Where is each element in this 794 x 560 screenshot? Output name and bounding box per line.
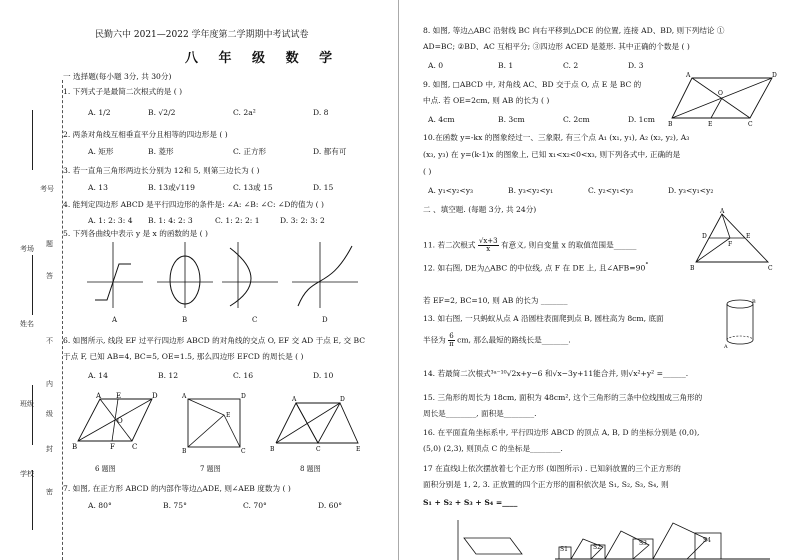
- question-2: 2. 两条对角线互相垂直平分且相等的四边形是 ( ): [63, 130, 228, 139]
- school-line: [32, 470, 33, 530]
- q9-option-a: A. 4cm: [428, 115, 455, 124]
- question-11: [423, 238, 636, 253]
- question-12-line1: [423, 262, 648, 273]
- svg-text:O: O: [718, 90, 723, 97]
- q3-option-a: A. 13: [88, 183, 108, 192]
- svg-text:B: B: [690, 265, 695, 272]
- q1-math-b: √2/2: [158, 108, 176, 117]
- q2-option-c: C. 正方形: [233, 147, 267, 156]
- q2-option-b: B. 菱形: [148, 147, 174, 156]
- q8-option-b: B. 1: [498, 61, 514, 70]
- question-6-line2: 于点 F, 已知 AB=4, BC=5, OE=1.5, 那么四边形 EFCD 的周长是 ( ): [63, 352, 304, 361]
- svg-text:A: A: [686, 72, 691, 79]
- svg-text:C: C: [132, 443, 138, 451]
- question-1: 1. 下列式子是最简二次根式的是 ( ): [63, 87, 183, 96]
- q6-option-a: A. 14: [88, 371, 108, 380]
- figure-7: [182, 393, 252, 455]
- exam-number-line: [32, 110, 33, 170]
- strip-label: 不: [46, 337, 53, 345]
- svg-text:B: B: [270, 446, 275, 453]
- q7-option-b: B. 75°: [163, 501, 187, 510]
- q5-figure-b: [155, 240, 215, 310]
- svg-text:D: D: [772, 72, 777, 79]
- q5-label-a: A: [112, 316, 118, 324]
- question-12-line2: 若 EF=2, BC=10, 则 AB 的长为 _______: [423, 296, 568, 305]
- question-9-line2: 中点. 若 OE=2cm, 则 AB 的长为 ( ): [423, 96, 550, 105]
- strip-label: 考号: [40, 185, 54, 193]
- question-13-line2: [423, 333, 571, 348]
- q3-option-d: D. 15: [313, 183, 334, 192]
- figure-12: [690, 210, 775, 270]
- s4-label: S4: [703, 537, 711, 544]
- figure-7-caption: 7 题图: [200, 465, 221, 473]
- question-15-line1: 15. 三角形的周长为 18cm, 面积为 48cm², 这个三角形的三条中位线围成三角形的: [423, 393, 703, 402]
- question-17-line3: S₁ + S₂ + S₃ + S₄ =____: [423, 498, 518, 507]
- q6-option-c: C. 16: [233, 371, 254, 380]
- question-16-line2: (5,0) (2,3), 则顶点 C 的坐标是________.: [423, 444, 563, 453]
- q11-numerator: √x+3: [478, 237, 498, 245]
- q9-option-b: B. 3cm: [498, 115, 525, 124]
- question-17-line1: 17 在直线l上依次摆放着七个正方形 (如图所示) . 已知斜放置的三个正方形的: [423, 464, 681, 473]
- q13-fraction: [448, 333, 454, 348]
- strip-label: 封: [46, 445, 53, 453]
- q13-prefix: 半径为: [423, 335, 446, 345]
- q1-math-d: 8: [323, 108, 329, 117]
- svg-text:A: A: [292, 396, 297, 403]
- s1-label: S1: [560, 546, 568, 553]
- question-10-line3: ( ): [423, 167, 432, 176]
- question-13-line1: 13. 如右图, 一只蚂蚁从点 A 沿圆柱表面爬到点 B, 圆柱高为 8cm, 底面: [423, 314, 664, 323]
- q1-option-b: [148, 108, 175, 117]
- svg-text:D: D: [702, 233, 707, 240]
- svg-text:E: E: [356, 446, 361, 453]
- q5-figure-a: [85, 240, 145, 310]
- question-8-line1: 8. 如图, 等边△ABC 沿射线 BC 向右平移到△DCE 的位置, 连接 AD、BD, 则下列结论 ①: [423, 26, 725, 35]
- q6-option-d: D. 10: [313, 371, 334, 380]
- q7-option-c: C. 70°: [243, 501, 267, 510]
- strip-label: 答: [46, 272, 53, 280]
- subject-title: 八 年 级 数 学: [185, 51, 341, 66]
- q5-label-d: D: [322, 316, 328, 324]
- q1-option-c: [233, 108, 256, 117]
- q10-option-a: A. y₁<y₂<y₃: [428, 186, 474, 195]
- q11-suffix: 有意义, 则自变量 x 的取值范围是______: [501, 240, 637, 250]
- strip-label: 考场: [20, 245, 34, 253]
- q2-option-a: A. 矩形: [88, 147, 114, 156]
- q3-option-c: C. 13或 15: [233, 183, 273, 192]
- q13-denominator: π: [449, 340, 454, 348]
- question-4: 4. 能判定四边形 ABCD 是平行四边形的条件是: ∠A: ∠B: ∠C: ∠D的值为 ( ): [63, 200, 324, 209]
- q4-option-d: D. 3: 2: 3: 2: [280, 216, 325, 225]
- q7-option-a: A. 80°: [88, 501, 112, 510]
- question-10-line2: (x₃, y₃) 在 y=(k-1)x 的图象上, 已知 x₁<x₂<0<x₃, 则下列各式中, 正确的是: [423, 150, 681, 159]
- svg-text:E: E: [708, 121, 713, 128]
- q1-option-a: [88, 108, 111, 117]
- q6-option-b: B. 12: [158, 371, 179, 380]
- svg-text:A: A: [182, 393, 187, 400]
- svg-text:D: D: [340, 396, 345, 403]
- q2-option-d: D. 都有可: [313, 147, 347, 156]
- svg-text:C: C: [241, 448, 246, 455]
- question-10-line1: 10.在函数 y=-kx 的图象经过一、三象限, 有三个点 A₁ (x₁, y₁), A₂ (x₂, y₂), A₃: [423, 133, 690, 142]
- strip-label: 密: [46, 488, 53, 496]
- svg-text:A: A: [96, 392, 102, 400]
- q1-math-c: 2a²: [243, 108, 256, 117]
- question-17-line2: 面积分别是 1, 2, 3. 正放置的四个正方形的面积依次是 S₁, S₂, S₃, S₄, 则: [423, 480, 669, 489]
- svg-text:O: O: [117, 417, 123, 425]
- q10-option-d: D. y₃<y₁<y₂: [668, 186, 714, 195]
- svg-text:E: E: [226, 412, 231, 419]
- question-8-line2: AD=BC; ②BD、AC 互相平分; ③四边形 ACED 是菱形. 其中正确的个数是 ( ): [423, 42, 690, 51]
- question-6-line1: 6. 如图所示, 线段 EF 过平行四边形 ABCD 的对角线的交点 O, EF 交 AD 于点 E, 交 BC: [63, 336, 366, 345]
- svg-text:F: F: [110, 443, 115, 451]
- section-title: 一 选择题(每小题 3分, 共 30分): [63, 72, 172, 81]
- svg-text:A: A: [720, 208, 725, 215]
- svg-text:C: C: [316, 446, 321, 453]
- q7-option-d: D. 60°: [318, 501, 343, 510]
- q10-option-b: B. y₃<y₂<y₁: [508, 186, 554, 195]
- svg-text:B: B: [72, 443, 78, 451]
- figure-6-caption: 6 题图: [95, 465, 116, 473]
- question-5: 5. 下列各曲线中表示 y 是 x 的函数的是 ( ): [63, 229, 208, 238]
- question-9-line1: 9. 如图, □ABCD 中, 对角线 AC、BD 交于点 O, 点 E 是 BC 的: [423, 80, 642, 89]
- q9-option-d: D. 1cm: [628, 115, 655, 124]
- svg-text:C: C: [748, 121, 753, 128]
- strip-label: 内: [46, 380, 53, 388]
- q8-option-a: A. 0: [428, 61, 444, 70]
- svg-text:D: D: [152, 392, 158, 400]
- figure-9: [668, 70, 778, 130]
- svg-text:B: B: [752, 299, 756, 305]
- figure-6: [70, 393, 160, 453]
- svg-text:B: B: [668, 121, 673, 128]
- q13-suffix: cm, 那么最短的路线长是_______.: [457, 335, 571, 345]
- q12-text: 12. 如右图, DE为△ABC 的中位线, 点 F 在 DE 上, 且∠AFB=90: [423, 263, 646, 273]
- svg-text:B: B: [182, 448, 187, 455]
- question-14: 14. 若最简二次根式³ᵃ⁻¹⁰√2x+y−6 和√x−3y+11能合并, 则√x²+y² =______.: [423, 369, 689, 378]
- q11-denominator: x: [486, 245, 491, 253]
- figure-17: [555, 505, 770, 560]
- q12-degree: °: [645, 262, 649, 269]
- name-line: [32, 255, 33, 315]
- q4-option-c: C. 1: 2: 2: 1: [215, 216, 260, 225]
- option-letter: B.: [148, 108, 156, 117]
- q10-option-c: C. y₂<y₁<y₃: [588, 186, 634, 195]
- q1-math-a: 1/2: [98, 108, 111, 117]
- q1-option-d: [313, 108, 329, 117]
- q11-prefix: 11. 若二次根式: [423, 240, 476, 250]
- q5-figure-c: [220, 240, 280, 310]
- question-16-line1: 16. 在平面直角坐标系中, 平行四边形 ABCD 的顶点 A, B, D 的坐标分别是 (0,0),: [423, 428, 700, 437]
- q5-label-c: C: [252, 316, 258, 324]
- q4-option-a: A. 1: 2: 3: 4: [88, 216, 133, 225]
- svg-text:F: F: [728, 241, 733, 248]
- s2-label: S2: [593, 544, 601, 551]
- section-2-title: 二 、填空题. (每题 3分, 共 24分): [423, 205, 537, 214]
- figure-13-cylinder: [722, 298, 758, 348]
- class-line: [32, 385, 33, 445]
- option-letter: C.: [233, 108, 241, 117]
- q16-figure-fragment: [450, 520, 530, 560]
- q8-option-c: C. 2: [563, 61, 579, 70]
- option-letter: A.: [88, 108, 96, 117]
- q5-figure-d: [290, 240, 360, 310]
- q3-option-b: B. 13或√119: [148, 183, 195, 192]
- question-7: 7. 如图, 在正方形 ABCD 的内部作等边△ADE, 则∠AEB 度数为 ( ): [63, 484, 291, 493]
- q11-fraction: [478, 238, 499, 253]
- strip-label: 题: [46, 240, 53, 248]
- svg-text:E: E: [116, 392, 122, 400]
- svg-text:E: E: [746, 233, 751, 240]
- q13-numerator: 6: [449, 332, 454, 340]
- school-title: 民勤六中 2021—2022 学年度第二学期期中考试试卷: [95, 30, 309, 40]
- q8-option-d: D. 3: [628, 61, 644, 70]
- figure-8: [262, 393, 362, 455]
- s3-label: S3: [639, 540, 647, 547]
- question-3: 3. 若一直角三角形两边长分别为 12和 5, 则第三边长为 ( ): [63, 166, 260, 175]
- strip-label: 班级: [20, 400, 34, 408]
- strip-label: 级: [46, 410, 53, 418]
- strip-label: 学校: [20, 470, 34, 478]
- svg-text:A: A: [724, 344, 728, 350]
- option-letter: D.: [313, 108, 322, 117]
- question-15-line2: 周长是________, 面积是________.: [423, 409, 537, 418]
- svg-text:D: D: [241, 393, 246, 400]
- q9-option-c: C. 2cm: [563, 115, 590, 124]
- svg-text:C: C: [768, 265, 773, 272]
- column-divider: [398, 0, 399, 560]
- figure-8-caption: 8 题图: [300, 465, 321, 473]
- q5-label-b: B: [182, 316, 188, 324]
- strip-label: 姓名: [20, 320, 34, 328]
- q4-option-b: B. 1: 4: 2: 3: [148, 216, 193, 225]
